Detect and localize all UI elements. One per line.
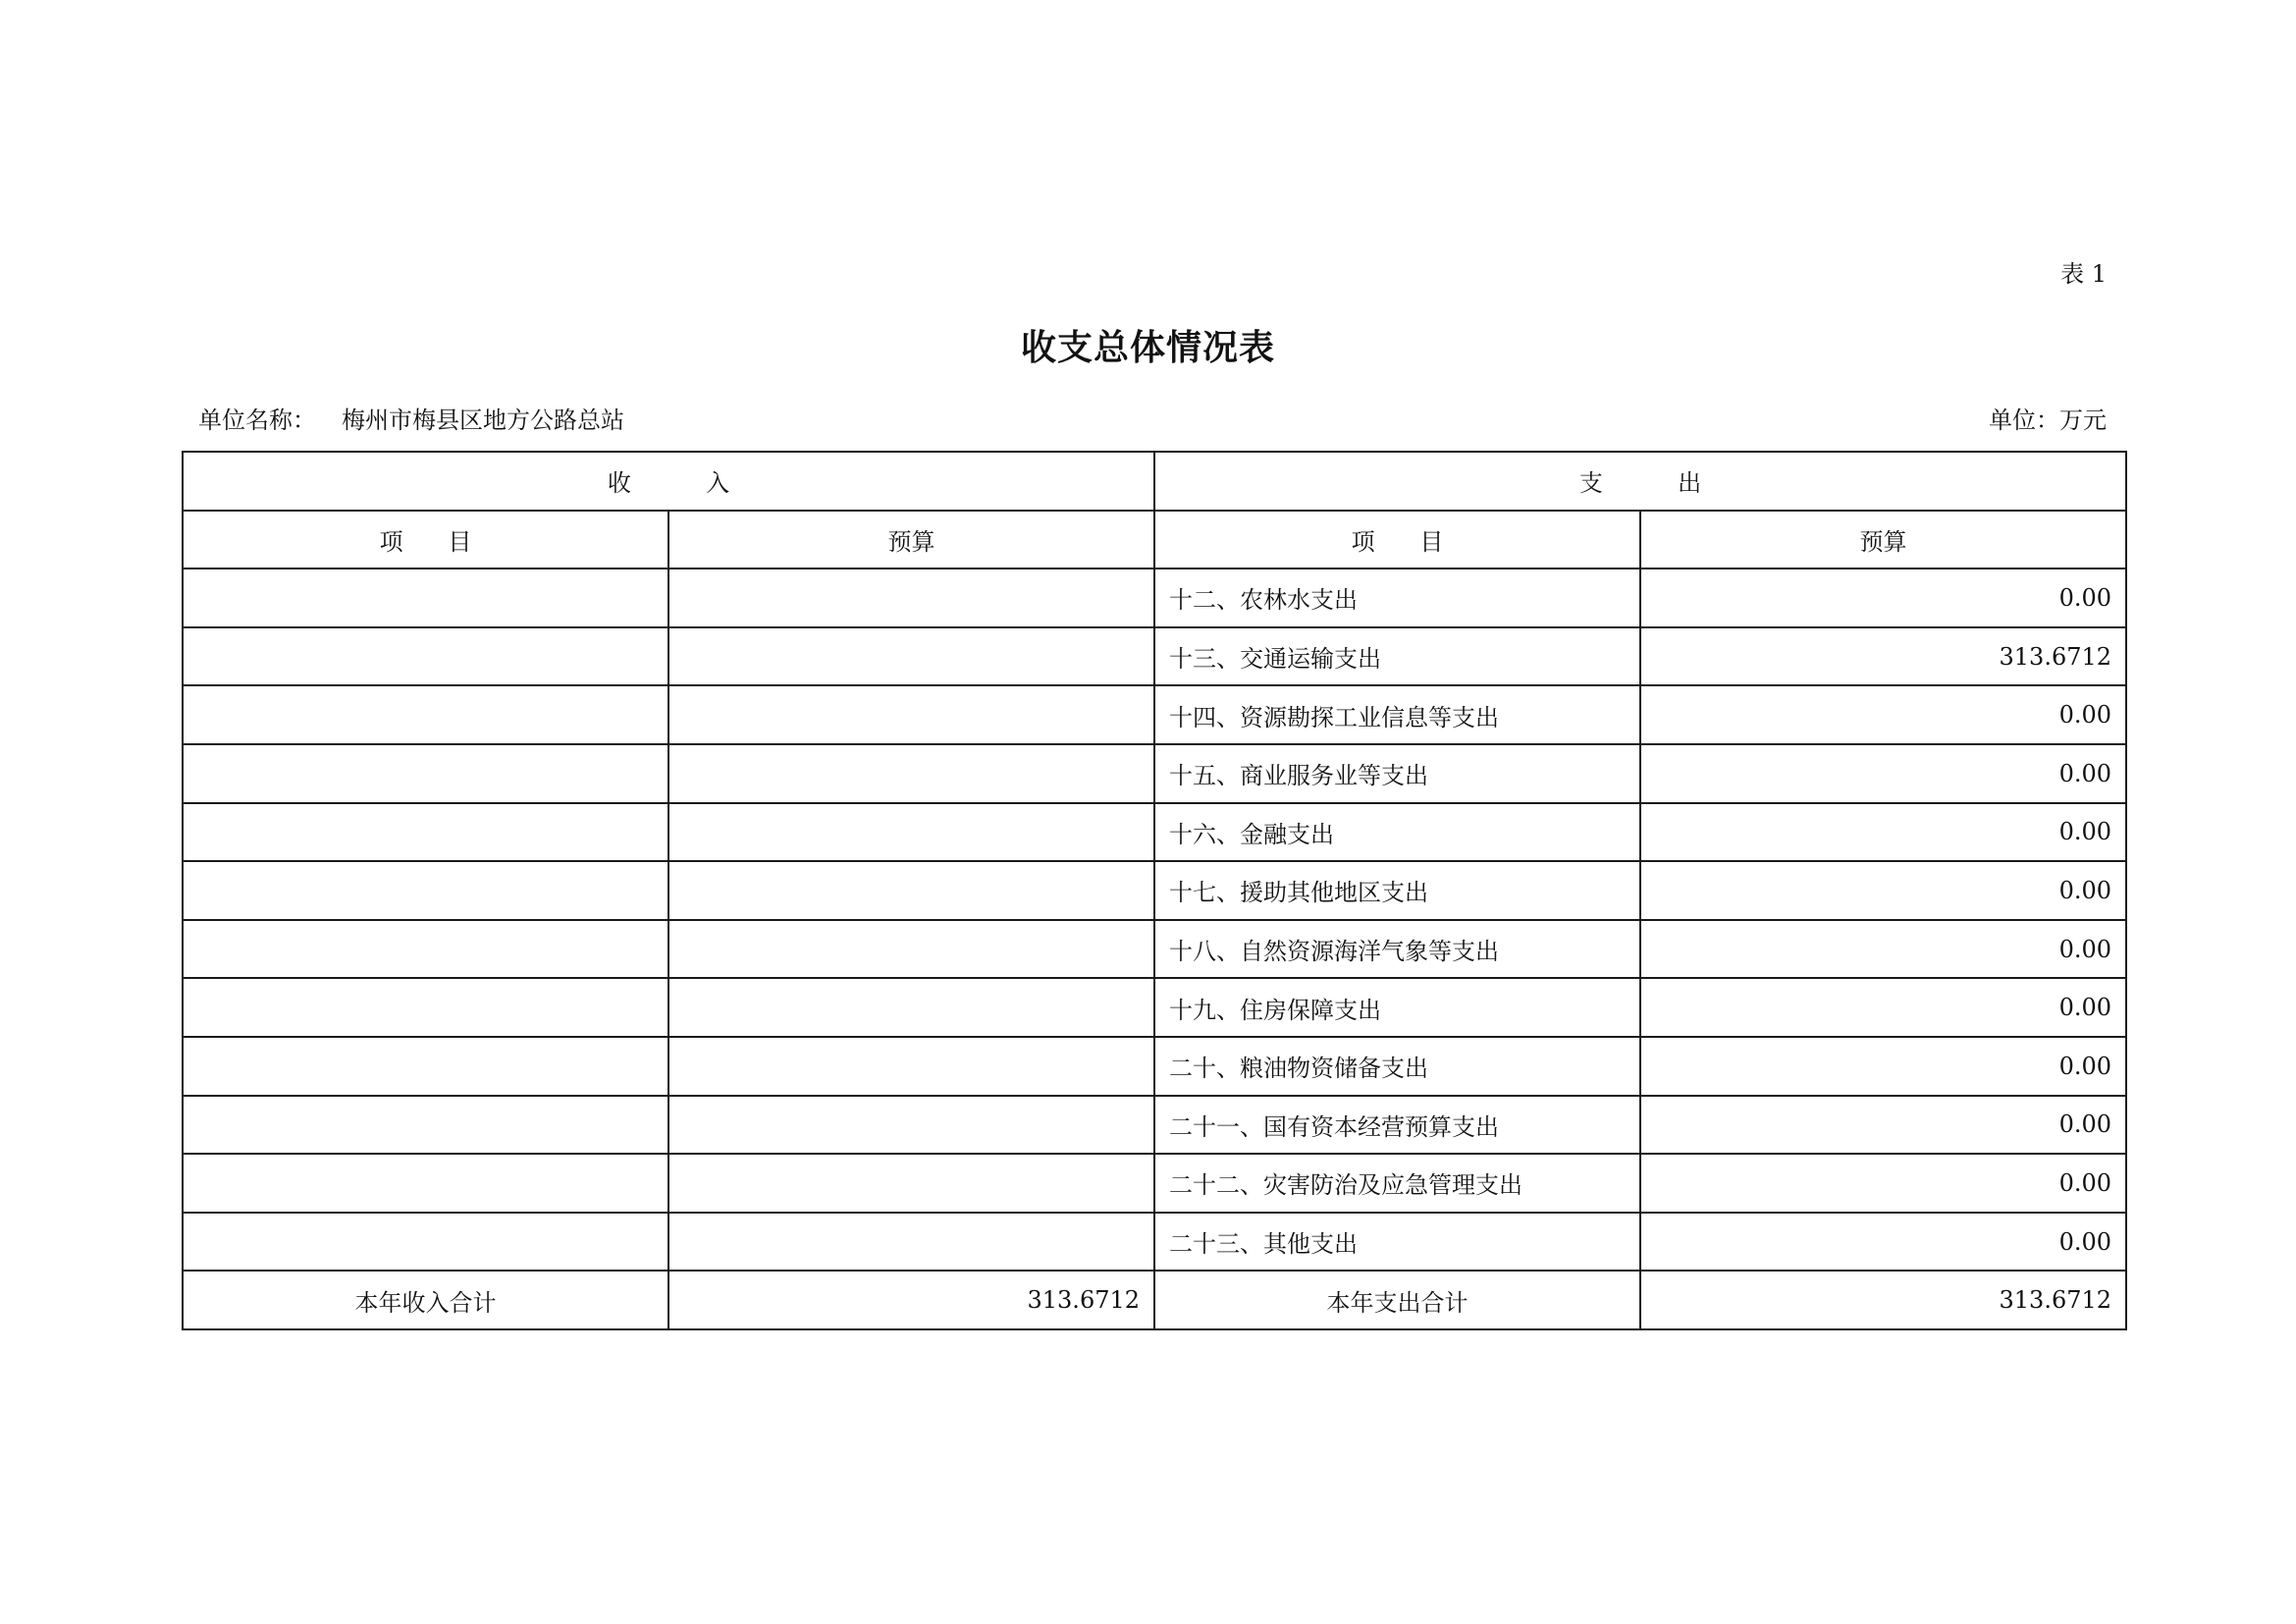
expense-budget-cell: 0.00 — [1640, 1037, 2126, 1096]
expense-item-cell: 十二、农林水支出 — [1154, 568, 1640, 627]
table-row — [183, 861, 2126, 920]
expense-item-cell: 二十三、其他支出 — [1154, 1213, 1640, 1272]
expense-item-cell: 十五、商业服务业等支出 — [1154, 744, 1640, 803]
expense-budget-cell: 313.6712 — [1640, 627, 2126, 686]
table-row — [183, 1213, 2126, 1272]
table-row — [183, 1096, 2126, 1155]
document-title: 收支总体情况表 — [1020, 327, 1275, 368]
table-number: 表 1 — [2060, 260, 2107, 288]
income-budget-cell — [668, 920, 1154, 979]
table-header-row-sub — [183, 511, 2126, 569]
income-budget-cell — [668, 803, 1154, 862]
expense-total-label: 本年支出合计 — [1154, 1271, 1640, 1329]
expense-budget-cell: 0.00 — [1640, 1154, 2126, 1213]
expense-item-cell: 二十、粮油物资储备支出 — [1154, 1037, 1640, 1096]
income-item-header: 项 目 — [183, 511, 668, 569]
expense-budget-cell: 0.00 — [1640, 1213, 2126, 1272]
income-item-cell — [183, 861, 668, 920]
income-budget-cell — [668, 1037, 1154, 1096]
table-row — [183, 568, 2126, 627]
expense-item-cell: 二十二、灾害防治及应急管理支出 — [1154, 1154, 1640, 1213]
expense-item-cell: 十七、援助其他地区支出 — [1154, 861, 1640, 920]
income-total-label: 本年收入合计 — [183, 1271, 668, 1329]
income-budget-cell — [668, 685, 1154, 744]
income-budget-cell — [668, 978, 1154, 1037]
table-header-row-top — [183, 452, 2126, 511]
unit-name-block — [198, 405, 624, 436]
table-row — [183, 1037, 2126, 1096]
expense-budget-cell: 0.00 — [1640, 1096, 2126, 1155]
budget-table — [182, 451, 2127, 1330]
income-budget-cell — [668, 1096, 1154, 1155]
expense-budget-header: 预算 — [1640, 511, 2126, 569]
income-budget-cell — [668, 568, 1154, 627]
expense-budget-cell: 0.00 — [1640, 685, 2126, 744]
table-row — [183, 685, 2126, 744]
table-row — [183, 1154, 2126, 1213]
expense-item-cell: 十四、资源勘探工业信息等支出 — [1154, 685, 1640, 744]
income-budget-cell — [668, 627, 1154, 686]
income-budget-header: 预算 — [668, 511, 1154, 569]
table-body — [183, 568, 2126, 1329]
table-row — [183, 627, 2126, 686]
income-item-cell — [183, 1037, 668, 1096]
income-item-cell — [183, 627, 668, 686]
expense-header: 支 出 — [1154, 452, 2126, 511]
income-budget-cell — [668, 1154, 1154, 1213]
income-item-cell — [183, 744, 668, 803]
income-item-cell — [183, 568, 668, 627]
expense-budget-cell: 0.00 — [1640, 803, 2126, 862]
meta-row — [198, 405, 2107, 436]
expense-item-cell: 十六、金融支出 — [1154, 803, 1640, 862]
table-row — [183, 978, 2126, 1037]
expense-budget-cell: 0.00 — [1640, 861, 2126, 920]
income-budget-cell — [668, 861, 1154, 920]
expense-total-value: 313.6712 — [1640, 1271, 2126, 1329]
expense-item-cell: 十八、自然资源海洋气象等支出 — [1154, 920, 1640, 979]
totals-row — [183, 1271, 2126, 1329]
table-row — [183, 744, 2126, 803]
expense-budget-cell: 0.00 — [1640, 744, 2126, 803]
expense-item-cell: 十三、交通运输支出 — [1154, 627, 1640, 686]
income-item-cell — [183, 685, 668, 744]
income-item-cell — [183, 920, 668, 979]
expense-budget-cell: 0.00 — [1640, 568, 2126, 627]
income-budget-cell — [668, 744, 1154, 803]
income-item-cell — [183, 1154, 668, 1213]
income-item-cell — [183, 1096, 668, 1155]
income-item-cell — [183, 978, 668, 1037]
expense-item-header: 项 目 — [1154, 511, 1640, 569]
expense-item-cell: 二十一、国有资本经营预算支出 — [1154, 1096, 1640, 1155]
currency-unit: 单位：万元 — [1989, 406, 2107, 434]
income-total-value: 313.6712 — [668, 1271, 1154, 1329]
income-item-cell — [183, 1213, 668, 1272]
unit-name-label: 单位名称： — [198, 406, 316, 434]
table-row — [183, 920, 2126, 979]
table-row — [183, 803, 2126, 862]
income-item-cell — [183, 803, 668, 862]
income-header: 收 入 — [183, 452, 1154, 511]
expense-item-cell: 十九、住房保障支出 — [1154, 978, 1640, 1037]
income-budget-cell — [668, 1213, 1154, 1272]
unit-name: 梅州市梅县区地方公路总站 — [342, 406, 624, 434]
expense-budget-cell: 0.00 — [1640, 920, 2126, 979]
expense-budget-cell: 0.00 — [1640, 978, 2126, 1037]
